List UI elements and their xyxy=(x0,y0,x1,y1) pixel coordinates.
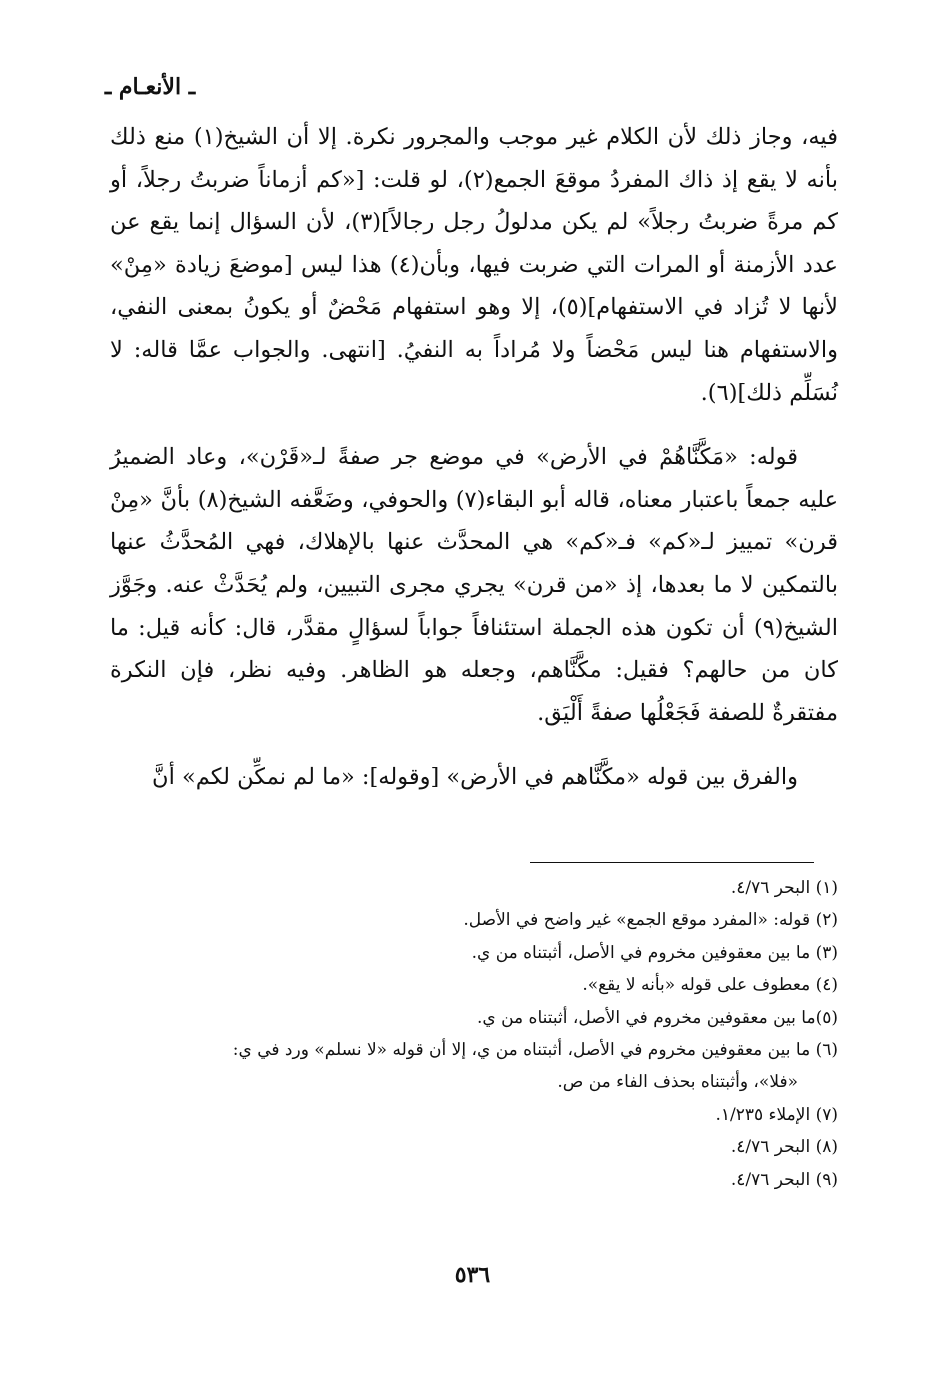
body-paragraph-2: قوله: «مَكَّنَّاهُمْ في الأرض» في موضع جر صفةً لـ«قَرْن»، وعاد الضميرُ عليه جمعاً باعتبار معناه، قاله أبو البقاء(٧) والحوفي، وضَعَّفه الشيخ(٨) بأنَّ «مِنْ قرن» تمييز لـ«كم» فـ«كم» هي المحدَّث عنها بالإهلاك، فهي المُحدَّثُ عنها بالتمكين لا ما بعدها، إذ «من قرن» يجري مجرى التبيين، ولم يُحَدَّثْ عنه. وجَوَّز الشيخ(٩) أن تكون هذه الجملة استئنافاً جواباً لسؤالٍ مقدَّر، قال: كأنه قيل: ما كان من حالهم؟ فقيل: مكَّنَّاهم، وجعله هو الظاهر. وفيه نظر، فإن النكرة مفتقرةٌ للصفة فَجَعْلُها صفةً أَلْيَق. xyxy=(110,444,838,726)
body-paragraph-1: فيه، وجاز ذلك لأن الكلام غير موجب والمجرور نكرة. إلا أن الشيخ(١) منع ذلك بأنه لا يقع إذ ذاك المفردُ موقعَ الجمع(٢)، لو قلت: [«كم أزماناً ضربتُ رجلاً، أو كم مرةً ضربتُ رجلاً» لم يكن مدلولُ رجل رجالاً](٣)، لأن السؤال إنما يقع عن عدد الأزمنة أو المرات التي ضربت فيها، وبأن(٤) هذا ليس [موضعَ زيادة «مِنْ» لأنها لا تُزاد في الاستفهام](٥)، إلا وهو استفهام مَحْضٌ أو يكونُ بمعنى النفي، والاستفهام هنا ليس مَحْضاً ولا مُراداً به النفيُ. [انتهى. والجواب عمَّا قاله: لا نُسَلِّم ذلك](٦). xyxy=(110,124,838,406)
footnote-1: (١) البحر ٤/٧٦. xyxy=(730,878,838,898)
footnote-6-continuation: «فلا»، وأثبتناه بحذف الفاء من ص. xyxy=(557,1072,798,1093)
footnotes xyxy=(112,872,838,1196)
page-header: ـ الأنعـام ـ xyxy=(104,74,196,100)
footnote-6: (٦) ما بين معقوفين مخروم في الأصل، أثبتناه من ي، إلا أن قوله «لا نسلم» ورد في ي: xyxy=(232,1040,838,1061)
footnote-2: (٢) قوله: «المفرد موقع الجمع» غير واضح في الأصل. xyxy=(463,910,838,931)
main-text xyxy=(110,116,838,799)
footnote-7: (٧) الإملاء ١/٢٣٥. xyxy=(715,1104,838,1125)
footnote-8: (٨) البحر ٤/٧٦. xyxy=(730,1137,838,1158)
footnote-4: (٤) معطوف على قوله «بأنه لا يقع». xyxy=(582,975,838,996)
body-paragraph-3: والفرق بين قوله «مكَّنَّاهم في الأرض» [وقوله]: «ما لم نمكِّن لكم» أنَّ xyxy=(152,764,798,791)
page-number: ٥٣٦ xyxy=(454,1262,491,1288)
footnote-divider xyxy=(530,862,814,863)
footnote-5: (٥)ما بين معقوفين مخروم في الأصل، أثبتناه من ي. xyxy=(476,1007,838,1028)
footnote-9: (٩) البحر ٤/٧٦. xyxy=(730,1169,838,1190)
footnote-3: (٣) ما بين معقوفين مخروم في الأصل، أثبتناه من ي. xyxy=(471,942,838,963)
